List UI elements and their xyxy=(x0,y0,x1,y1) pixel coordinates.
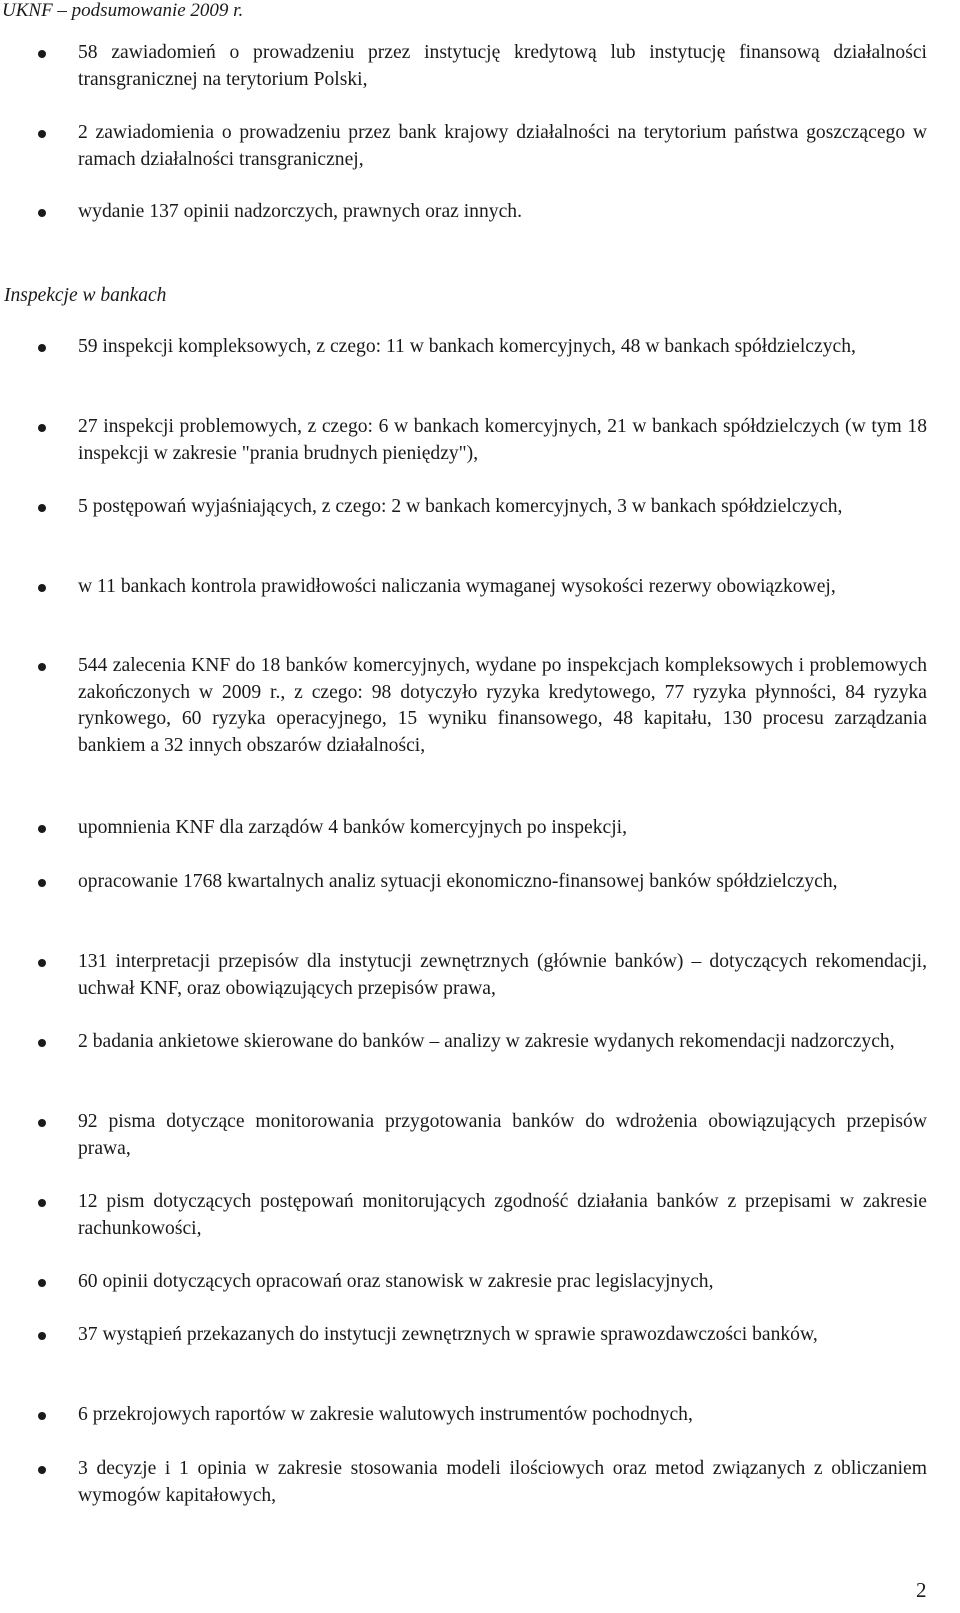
list-item-text: 5 postępowań wyjaśniających, z czego: 2 w bankach komercyjnych, 3 w bankach spółdzielczych, xyxy=(78,496,843,517)
list-item-text: 544 zalecenia KNF do 18 banków komercyjnych, wydane po inspekcjach kompleksowych i problemowych zakończonych w 2009 r., z czego: 98 dotyczyło ryzyka kredytowego, 77 ryzyka płynności, 84 ryzyka rynkowego, 60 ryzyka operacyjnego, 15 wyniku finansowego, 48 kapitału, 130 procesu zarządzania bankiem a 32 innych obszarów działalności, xyxy=(78,655,927,756)
bullet-icon xyxy=(38,50,46,58)
list-item-text: 27 inspekcji problemowych, z czego: 6 w bankach komercyjnych, 21 w bankach spółdzielczych (w tym 18 inspekcji w zakresie "prania brudnych pieniędzy"), xyxy=(78,416,927,464)
list-item-text: 12 pism dotyczących postępowań monitorujących zgodność działania banków z przepisami w zakresie rachunkowości, xyxy=(78,1191,927,1239)
list-item-text: 3 decyzje i 1 opinia w zakresie stosowania modeli ilościowych oraz metod związanych z obliczaniem wymogów kapitałowych, xyxy=(78,1458,927,1506)
list-item-text: opracowanie 1768 kwartalnych analiz sytuacji ekonomiczno-finansowej banków spółdzielczych, xyxy=(78,871,838,892)
list-item-text: 2 badania ankietowe skierowane do banków – analizy w zakresie wydanych rekomendacji nadzorczych, xyxy=(78,1031,895,1052)
bullet-icon xyxy=(38,209,46,217)
list-item-text: 37 wystąpień przekazanych do instytucji zewnętrznych w sprawie sprawozdawczości banków, xyxy=(78,1324,818,1345)
list-item-text: 92 pisma dotyczące monitorowania przygotowania banków do wdrożenia obowiązujących przepisów prawa, xyxy=(78,1111,927,1159)
running-header: UKNF – podsumowanie 2009 r. xyxy=(2,0,244,21)
list-item-text: 2 zawiadomienia o prowadzeniu przez bank krajowy działalności na terytorium państwa goszczącego w ramach działalności transgranicznej, xyxy=(78,122,927,170)
bullet-icon xyxy=(38,504,46,512)
bullet-icon xyxy=(38,879,46,887)
list-item-text: 60 opinii dotyczących opracowań oraz stanowisk w zakresie prac legislacyjnych, xyxy=(78,1271,714,1292)
list-item-text: 131 interpretacji przepisów dla instytucji zewnętrznych (głównie banków) – dotyczących rekomendacji, uchwał KNF, oraz obowiązujących przepisów prawa, xyxy=(78,951,927,999)
bullet-icon xyxy=(38,1199,46,1207)
bullet-icon xyxy=(38,584,46,592)
bullet-icon xyxy=(38,1039,46,1047)
bullet-icon xyxy=(38,424,46,432)
list-item-text: upomnienia KNF dla zarządów 4 banków komercyjnych po inspekcji, xyxy=(78,817,628,838)
list-item-text: wydanie 137 opinii nadzorczych, prawnych oraz innych. xyxy=(78,201,522,222)
bullet-icon xyxy=(38,1279,46,1287)
bullet-icon xyxy=(38,1332,46,1340)
section-heading: Inspekcje w bankach xyxy=(4,285,167,306)
bullet-icon xyxy=(38,663,46,671)
bullet-icon xyxy=(38,344,46,352)
list-item-text: 59 inspekcji kompleksowych, z czego: 11 w bankach komercyjnych, 48 w bankach spółdzielczych, xyxy=(78,336,856,357)
list-item-text: 6 przekrojowych raportów w zakresie walutowych instrumentów pochodnych, xyxy=(78,1404,693,1425)
bullet-icon xyxy=(38,130,46,138)
bullet-icon xyxy=(38,959,46,967)
bullet-icon xyxy=(38,1119,46,1127)
bullet-icon xyxy=(38,825,46,833)
list-item-text: 58 zawiadomień o prowadzeniu przez instytucję kredytową lub instytucję finansową działalności transgranicznej na terytorium Polski, xyxy=(78,42,927,90)
list-item-text: w 11 bankach kontrola prawidłowości naliczania wymaganej wysokości rezerwy obowiązkowej, xyxy=(78,576,836,597)
bullet-icon xyxy=(38,1412,46,1420)
bullet-icon xyxy=(38,1466,46,1474)
page-number: 2 xyxy=(916,1578,927,1602)
